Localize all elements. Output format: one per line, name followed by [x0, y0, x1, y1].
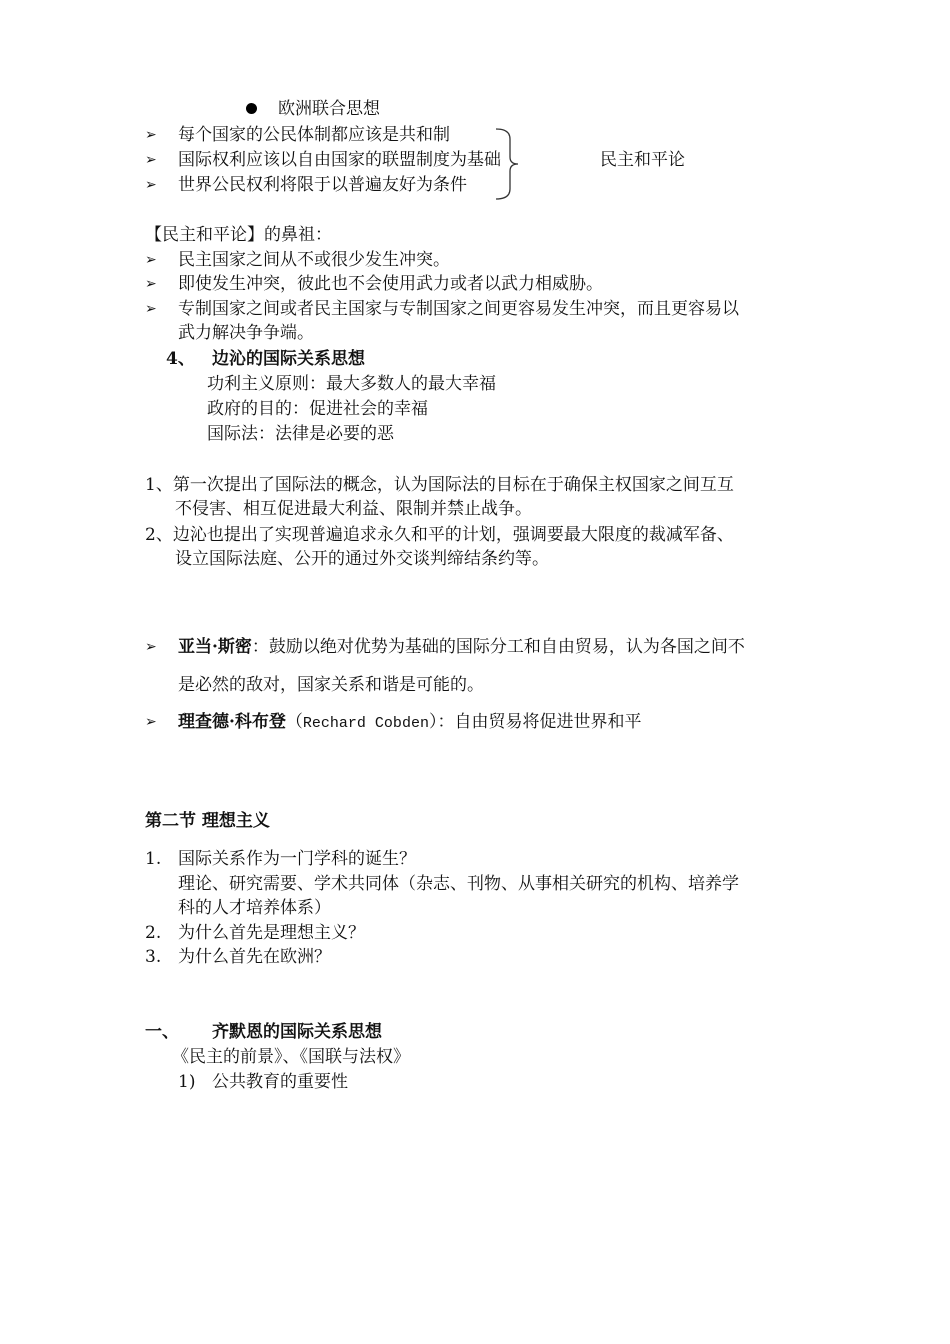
s2-item-1: 国际关系作为一门学科的诞生？: [178, 849, 416, 869]
zimmern-title: 齐默恩的国际关系思想: [212, 1022, 382, 1042]
arrow-bullet-icon: ➢: [145, 301, 157, 317]
circle-bullet-icon: [246, 103, 257, 114]
zimmern-num: 一、: [145, 1022, 179, 1042]
bentham-point-2-cont: 设立国际法庭、公开的通过外交谈判缔结条约等。: [175, 549, 549, 569]
smith-text: ：鼓励以绝对优势为基础的国际分工和自由贸易，认为各国之间不: [251, 637, 745, 657]
bentham-point-2: 2、边沁也提出了实现普遍追求永久和平的计划，强调要最大限度的裁减军备、: [145, 525, 734, 545]
section2-title: 第二节 理想主义: [145, 811, 270, 831]
arrow-bullet-icon: ➢: [145, 714, 157, 730]
cobden-paren-open: （: [285, 712, 303, 732]
zimmern-point-1-num: 1): [178, 1072, 196, 1092]
dp-item-3: 专制国家之间或者民主国家与专制国家之间更容易发生冲突，而且更容易以: [178, 299, 739, 319]
cobden-paren-close: ）: [428, 712, 438, 732]
dp-item-2: 即使发生冲突，彼此也不会使用武力或者以武力相威胁。: [178, 274, 603, 294]
arrow-bullet-icon: ➢: [145, 276, 157, 292]
s2-item-2: 为什么首先是理想主义？: [178, 923, 365, 943]
cobden-english: Rechard Cobden: [302, 715, 429, 732]
arrow-bullet-icon: ➢: [145, 127, 157, 143]
euro-heading: 欧洲联合思想: [278, 99, 380, 119]
bentham-line-3: 国际法：法律是必要的恶: [207, 424, 394, 444]
smith-name: 亚当·斯密: [178, 637, 252, 657]
brace-label: 民主和平论: [600, 150, 685, 170]
zimmern-point-1: 公共教育的重要性: [212, 1072, 348, 1092]
dp-item-1: 民主国家之间从不或很少发生冲突。: [178, 250, 450, 270]
bentham-line-1: 功利主义原则：最大多数人的最大幸福: [207, 374, 496, 394]
bentham-num: 4、: [166, 349, 195, 369]
cobden-line: [178, 711, 641, 735]
right-brace-icon: [494, 127, 520, 201]
arrow-bullet-icon: ➢: [145, 152, 157, 168]
arrow-bullet-icon: ➢: [145, 639, 157, 655]
bentham-line-2: 政府的目的：促进社会的幸福: [207, 399, 428, 419]
zimmern-books: 《民主的前景》、《国联与法权》: [172, 1047, 410, 1067]
bentham-title: 边沁的国际关系思想: [212, 349, 365, 369]
bentham-point-1-cont: 不侵害、相互促进最大利益、限制并禁止战争。: [175, 499, 532, 519]
arrow-bullet-icon: ➢: [145, 252, 157, 268]
smith-cont: 是必然的敌对，国家关系和谐是可能的。: [178, 675, 484, 695]
bentham-point-1: 1、第一次提出了国际法的概念，认为国际法的目标在于确保主权国家之间互互: [145, 475, 734, 495]
euro-item-3: 世界公民权利将限于以普遍友好为条件: [178, 175, 467, 195]
euro-item-2: 国际权利应该以自由国家的联盟制度为基础: [178, 150, 501, 170]
dp-item-3-cont: 武力解决争争端。: [178, 323, 314, 343]
s2-item-3: 为什么首先在欧洲？: [178, 947, 331, 967]
cobden-text: ：自由贸易将促进世界和平: [437, 712, 642, 732]
democratic-peace-title: 【民主和平论】的鼻祖：: [145, 225, 332, 245]
s2-num-3: 3.: [145, 947, 162, 967]
cobden-name: 理查德·科布登: [178, 712, 286, 732]
smith-line: [178, 636, 745, 658]
s2-item-1-sub-1: 理论、研究需要、学术共同体（杂志、刊物、从事相关研究的机构、培养学: [178, 874, 739, 894]
s2-item-1-sub-2: 科的人才培养体系）: [178, 898, 331, 918]
s2-num-1: 1.: [145, 849, 162, 869]
arrow-bullet-icon: ➢: [145, 177, 157, 193]
s2-num-2: 2.: [145, 923, 162, 943]
euro-item-1: 每个国家的公民体制都应该是共和制: [178, 125, 450, 145]
